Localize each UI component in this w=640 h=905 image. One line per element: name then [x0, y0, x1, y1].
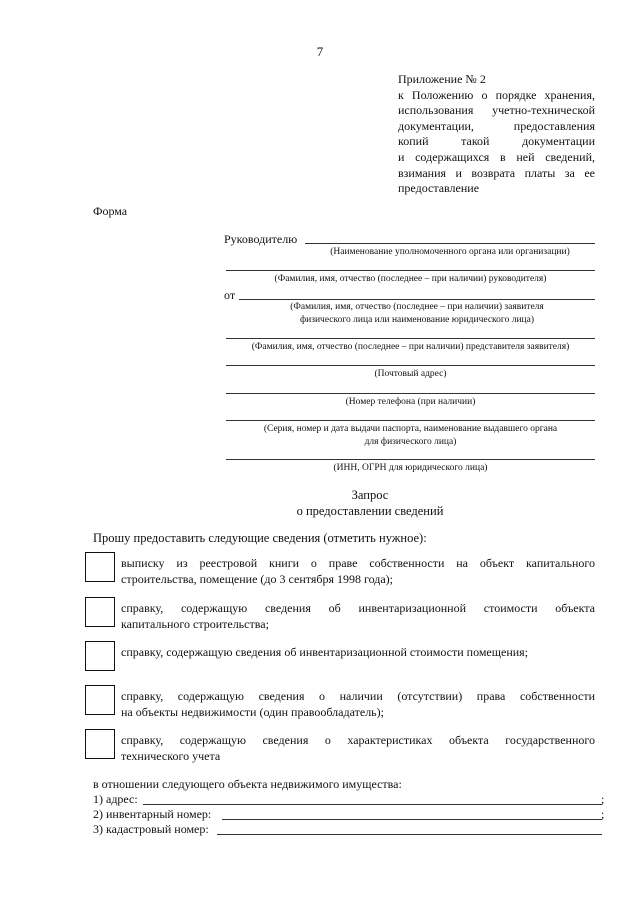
phone-field[interactable]	[226, 393, 595, 394]
option-text	[121, 688, 595, 720]
address-field[interactable]	[226, 365, 595, 366]
representative-field[interactable]	[226, 338, 595, 339]
option-line: справку, содержащую сведения о наличии (отсутствии) права собственности	[121, 689, 595, 703]
phone-caption: (Номер телефона (при наличии)	[345, 397, 476, 407]
option-line: на объекты недвижимости (один правообладатель);	[121, 705, 384, 719]
appendix-line: к Положению о порядке хранения,	[398, 87, 595, 102]
applicant-field[interactable]	[239, 299, 595, 300]
inventory-terminator: ;	[601, 807, 605, 821]
request-title: Запрос	[351, 488, 389, 502]
option-checkbox[interactable]	[85, 641, 115, 671]
form-label: Форма	[93, 204, 128, 218]
property-heading: в отношении следующего объекта недвижимого имущества:	[93, 777, 402, 791]
option-text	[121, 600, 595, 632]
option-line: справку, содержащую сведения об инвентаризационной стоимости помещения;	[121, 645, 529, 659]
option-checkbox[interactable]	[85, 729, 115, 759]
appendix-line: копий такой документации	[398, 134, 595, 149]
appendix-line: взимания и возврата платы за ее	[398, 165, 595, 180]
representative-caption: (Фамилия, имя, отчество (последнее – при наличии) представителя заявителя)	[251, 342, 570, 352]
appendix-line: документации, предоставления	[398, 118, 595, 133]
address-terminator: ;	[601, 792, 605, 806]
inn-caption: (ИНН, ОГРН для юридического лица)	[333, 463, 488, 473]
option-checkbox[interactable]	[85, 685, 115, 715]
address-caption: (Почтовый адрес)	[374, 369, 447, 379]
option-line: капитального строительства;	[121, 617, 269, 631]
passport-caption-1: (Серия, номер и дата выдачи паспорта, наименование выдавшего органа	[263, 424, 558, 434]
appendix-line: предоставление	[398, 181, 480, 196]
address-label: 1) адрес:	[93, 792, 138, 806]
passport-caption-2: для физического лица)	[364, 437, 457, 447]
inventory-number-field[interactable]	[222, 819, 602, 820]
recipient-label: Руководителю	[224, 232, 298, 246]
cadastral-label: 3) кадастровый номер:	[93, 822, 209, 836]
property-address-field[interactable]	[143, 804, 602, 805]
appendix-line: и содержащихся в ней сведений,	[398, 149, 595, 164]
applicant-caption-1: (Фамилия, имя, отчество (последнее – при наличии) заявителя	[290, 302, 544, 312]
option-line: технического учета	[121, 749, 221, 763]
head-name-field[interactable]	[226, 270, 595, 271]
appendix-line: Приложение № 2	[398, 72, 486, 86]
option-text	[121, 555, 595, 587]
option-checkbox[interactable]	[85, 552, 115, 582]
inventory-label: 2) инвентарный номер:	[93, 807, 212, 821]
recipient-caption: (Наименование уполномоченного органа или организации)	[330, 247, 570, 257]
option-line: справку, содержащую сведения о характеристиках объекта государственного	[121, 733, 595, 747]
option-text	[121, 644, 595, 660]
applicant-caption-2: физического лица или наименование юридического лица)	[299, 315, 534, 325]
appendix-header	[398, 72, 595, 197]
option-text	[121, 732, 595, 764]
request-subtitle: о предоставлении сведений	[296, 504, 444, 518]
head-name-caption: (Фамилия, имя, отчество (последнее – при наличии) руководителя)	[274, 274, 547, 284]
intro-text: Прошу предоставить следующие сведения (отметить нужное):	[93, 531, 427, 545]
recipient-field[interactable]	[305, 243, 595, 244]
option-line: выписку из реестровой книги о праве собственности на объект капитального	[121, 556, 595, 570]
appendix-line: использования учетно-технической	[398, 103, 595, 118]
passport-field[interactable]	[226, 420, 595, 421]
from-label: от	[224, 288, 236, 302]
option-checkbox[interactable]	[85, 597, 115, 627]
page-number: 7	[316, 44, 324, 59]
option-line: строительства, помещение (до 3 сентября 1998 года);	[121, 572, 394, 586]
cadastral-number-field[interactable]	[217, 834, 602, 835]
option-line: справку, содержащую сведения об инвентаризационной стоимости объекта	[121, 601, 595, 615]
inn-field[interactable]	[226, 459, 595, 460]
